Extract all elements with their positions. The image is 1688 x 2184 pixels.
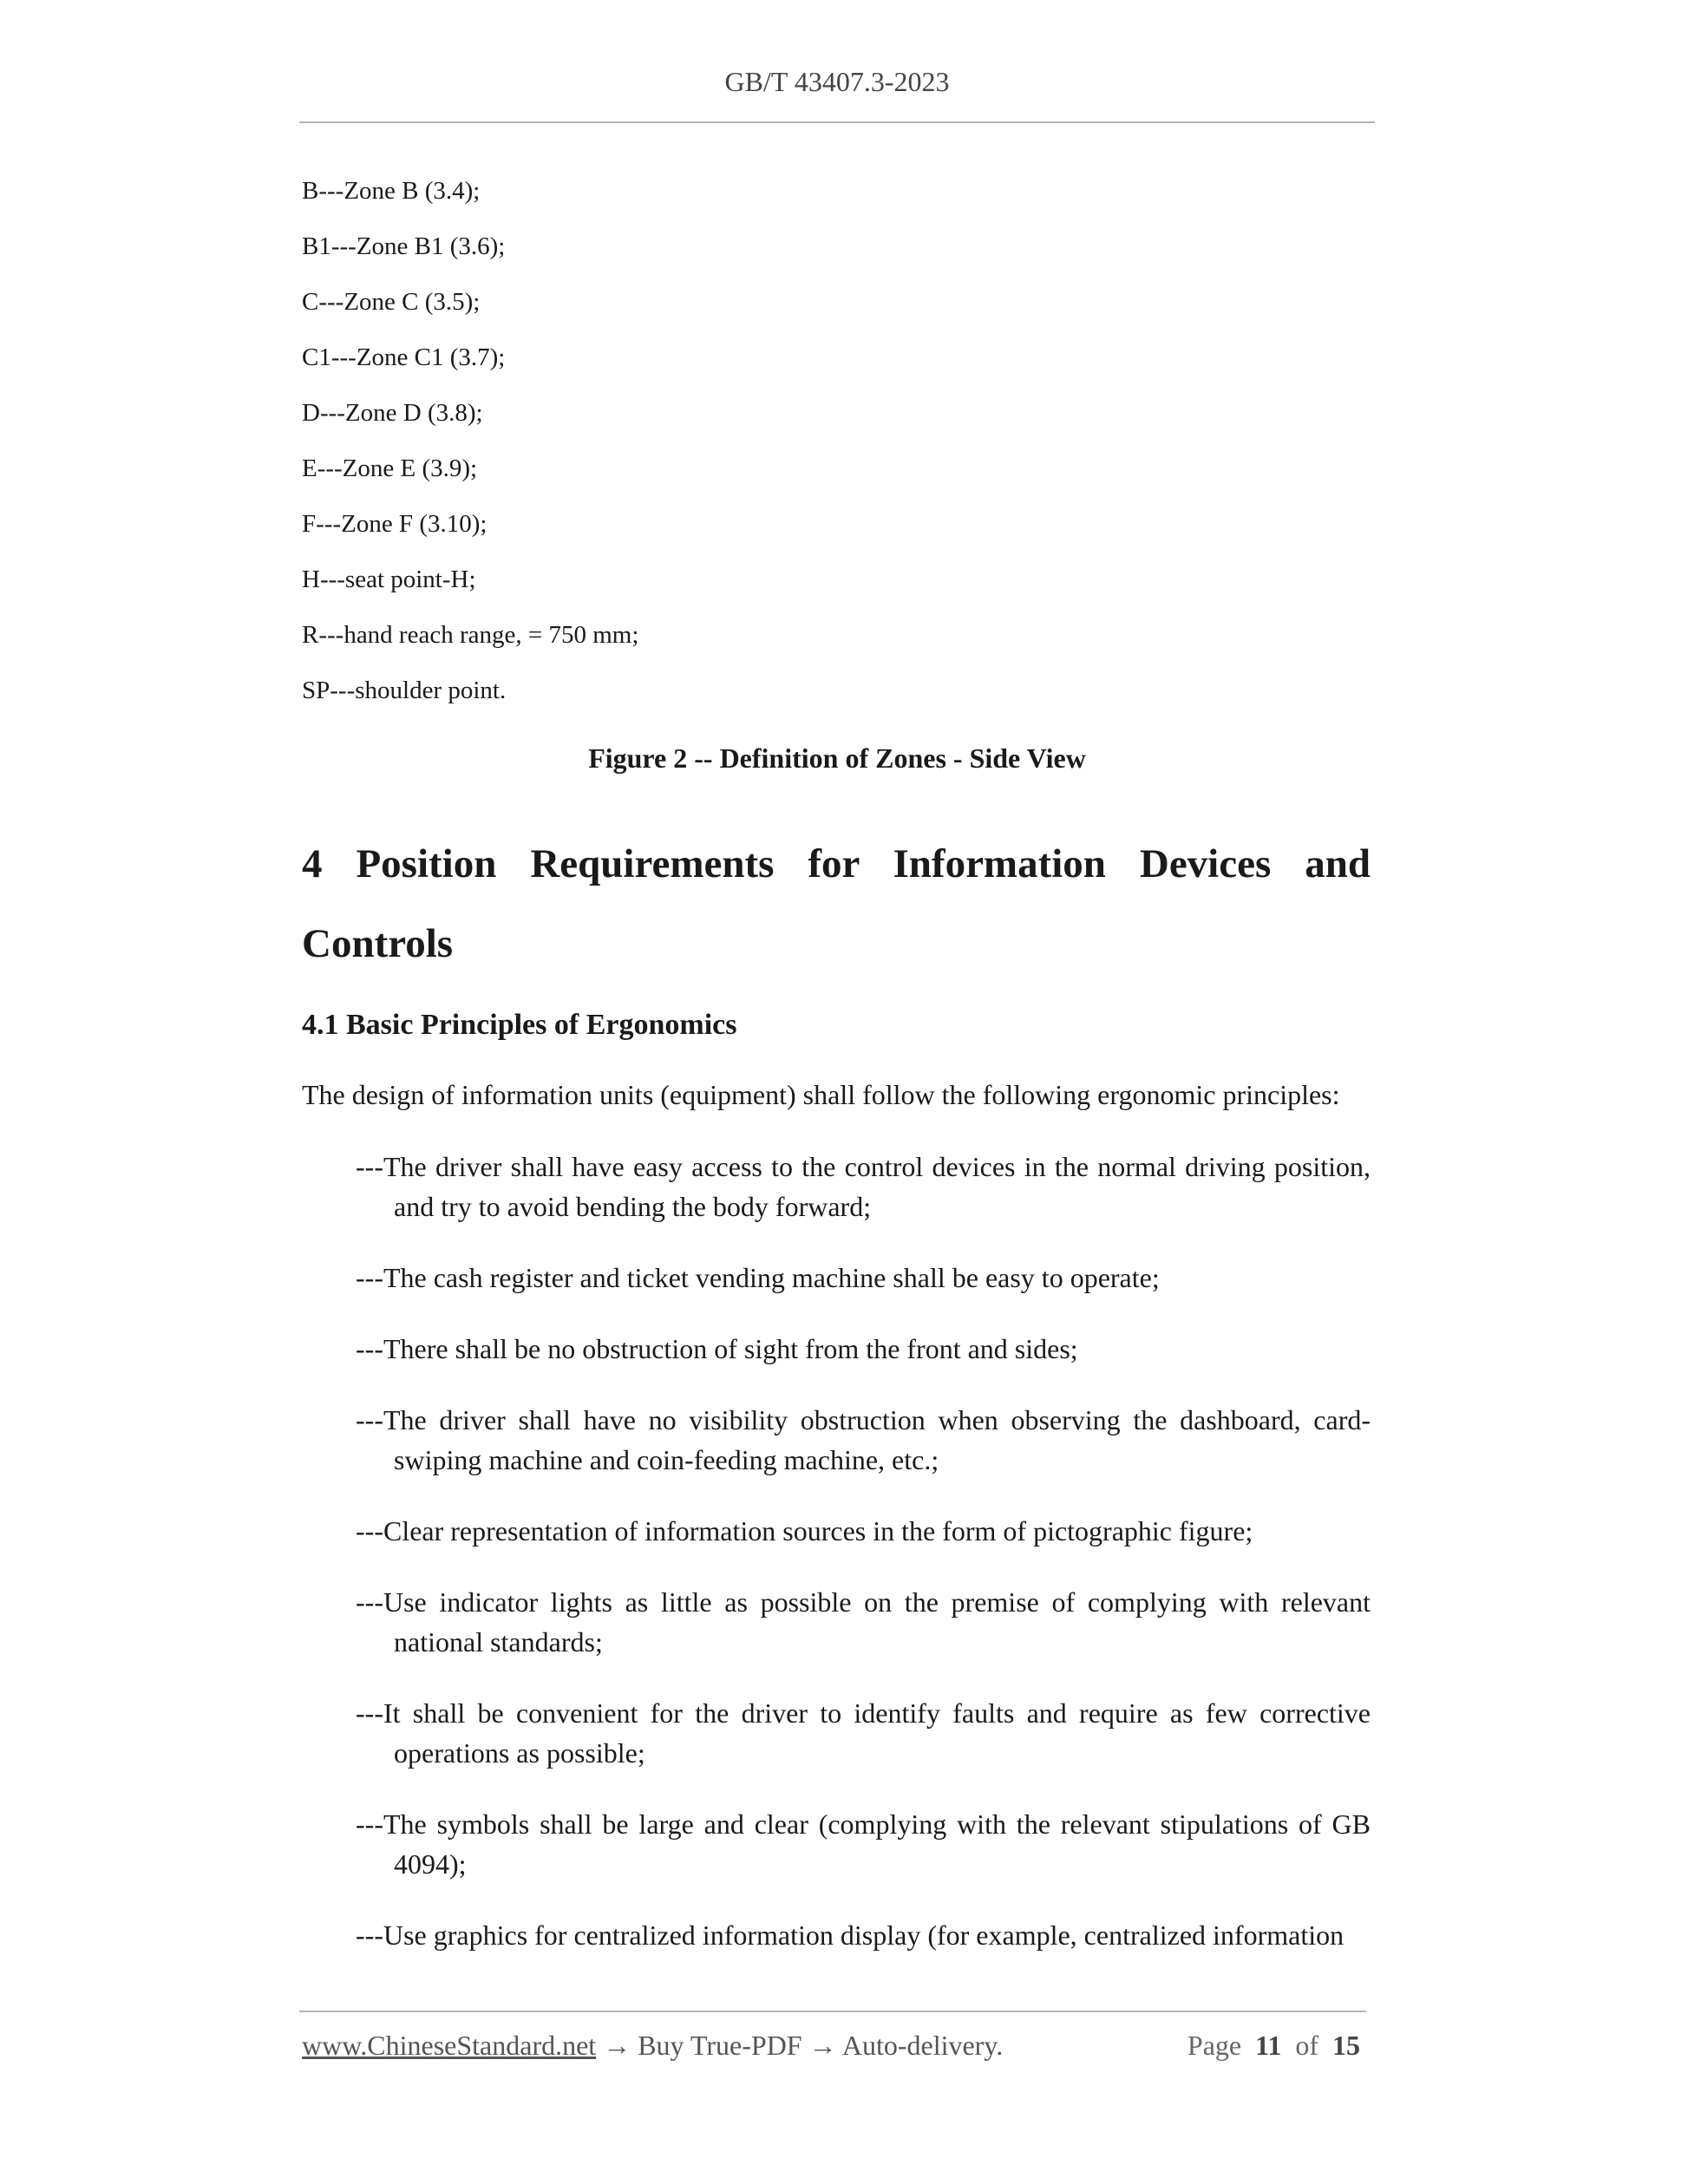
legend-item: H---seat point-H; — [302, 566, 476, 593]
legend-item: C1---Zone C1 (3.7); — [302, 343, 506, 371]
header-divider — [299, 121, 1375, 123]
principle-item: ---Clear representation of information sources in the form of pictographic figure; — [356, 1515, 1253, 1546]
footer-divider — [299, 2011, 1366, 2012]
page-current: 11 — [1255, 2030, 1282, 2061]
principle-item: ---It shall be convenient for the driver to identify faults and require as few corrective operations as possible; — [356, 1697, 1371, 1769]
principles-list — [356, 1147, 1371, 1986]
section-heading: 4 Position Requirements for Information Devices and Controls — [302, 841, 1371, 966]
principle-item: ---The cash register and ticket vending machine shall be easy to operate; — [356, 1262, 1160, 1293]
intro-paragraph: The design of information units (equipment) shall follow the following ergonomic principles: — [302, 1079, 1340, 1110]
legend-item: D---Zone D (3.8); — [302, 399, 483, 427]
figure-legend-list — [302, 170, 638, 725]
subsection-heading: 4.1 Basic Principles of Ergonomics — [302, 1009, 737, 1041]
arrow-right-icon: → — [603, 2030, 631, 2061]
auto-delivery-text: Auto-delivery. — [841, 2030, 1004, 2061]
legend-item: C---Zone C (3.5); — [302, 288, 481, 316]
page-label: Page — [1187, 2030, 1242, 2061]
legend-item: B1---Zone B1 (3.6); — [302, 232, 506, 260]
site-link[interactable]: www.ChineseStandard.net — [302, 2030, 597, 2061]
legend-item: F---Zone F (3.10); — [302, 510, 487, 538]
principle-item: ---Use indicator lights as little as possible on the premise of complying with relevant national standards; — [356, 1586, 1371, 1658]
principle-item: ---The symbols shall be large and clear (complying with the relevant stipulations of GB 4094); — [356, 1808, 1371, 1880]
arrow-right-icon: → — [808, 2030, 837, 2061]
buy-pdf-text: Buy True-PDF — [638, 2030, 802, 2061]
page-total: 15 — [1332, 2030, 1360, 2061]
principle-item: ---There shall be no obstruction of sight from the front and sides; — [356, 1333, 1078, 1364]
page-indicator — [1187, 2030, 1360, 2062]
legend-item: SP---shoulder point. — [302, 677, 507, 704]
legend-item: R---hand reach range, = 750 mm; — [302, 621, 639, 649]
principle-item: ---The driver shall have no visibility obstruction when observing the dashboard, card-swiping machine and coin-feeding machine, etc.; — [356, 1404, 1371, 1475]
legend-item: E---Zone E (3.9); — [302, 454, 478, 482]
of-label: of — [1295, 2030, 1318, 2061]
figure-caption: Figure 2 -- Definition of Zones - Side View — [588, 742, 1086, 774]
principle-item: ---Use graphics for centralized information display (for example, centralized information — [356, 1919, 1345, 1951]
footer-links — [302, 2030, 1003, 2062]
document-code-header: GB/T 43407.3-2023 — [724, 66, 950, 97]
principle-item: ---The driver shall have easy access to the control devices in the normal driving position, and try to avoid bending the body forward; — [356, 1151, 1371, 1222]
legend-item: B---Zone B (3.4); — [302, 177, 481, 205]
